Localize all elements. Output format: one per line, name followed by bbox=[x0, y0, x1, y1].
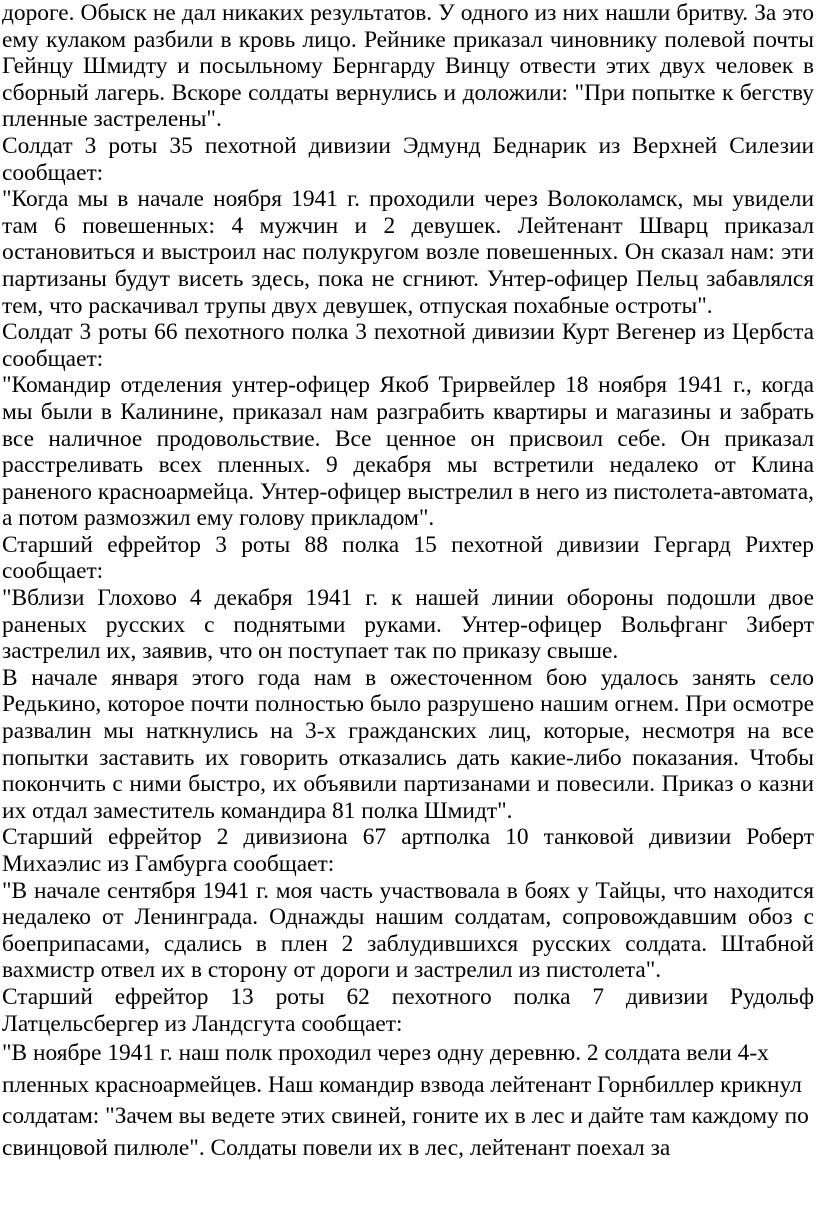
paragraph-11: Старший ефрейтор 13 роты 62 пехотного полка 7 дивизии Рудольф Латцельсбергер из Ландсгута сообщает: bbox=[2, 983, 814, 1037]
paragraph-12: "В ноябре 1941 г. наш полк проходил через одну деревню. 2 солдата вели 4-х пленных красноармейцев. Наш командир взвода лейтенант Горнбиллер крикнул солдатам: "Зачем вы ведете этих свиней, гоните их в лес и дайте там каждому по свинцовой пилюле". Солдаты повели их в лес, лейтенант поехал за bbox=[2, 1040, 809, 1161]
paragraph-4: Солдат 3 роты 66 пехотного полка 3 пехотной дивизии Курт Вегенер из Цербста сообщает: bbox=[2, 319, 814, 372]
paragraph-10: "В начале сентября 1941 г. моя часть участвовала в боях у Тайцы, что находится недалеко от Ленинграда. Однажды нашим солдатам, сопровождавшим обоз с боеприпасами, сдались в плен 2 заблудившихся русских солдата. Штабной вахмистр отвел их в сторону от дороги и застрелил из пистолета". bbox=[2, 877, 814, 984]
paragraph-6: Старший ефрейтор 3 роты 88 полка 15 пехотной дивизии Гергард Рихтер сообщает: bbox=[2, 531, 814, 585]
paragraph-1: дороге. Обыск не дал никаких результатов. У одного из них нашли бритву. За это ему кулаком разбили в кровь лицо. Рейнике приказал чиновнику полевой почты Гейнцу Шмидту и посыльному Бернгарду Винцу отвести этих двух человек в сборный лагерь. Вскоре солдаты вернулись и доложили: "При попытке к бегству пленные застрелены". bbox=[2, 0, 814, 133]
paragraph-3: "Когда мы в начале ноября 1941 г. проходили через Волоколамск, мы увидели там 6 повешенных: 4 мужчин и 2 девушек. Лейтенант Шварц приказал остановиться и выстроил нас полукругом возле повешенных. Он сказал нам: эти партизаны будут висеть здесь, пока не сгниют. Унтер-офицер Пельц забавлялся тем, что раскачивал трупы двух девушек, отпуская похабные остроты". bbox=[2, 186, 814, 319]
paragraph-9: Старший ефрейтор 2 дивизиона 67 артполка 10 танковой дивизии Роберт Михаэлис из Гамбурга сообщает: bbox=[2, 824, 814, 877]
paragraph-7: "Вблизи Глохово 4 декабря 1941 г. к нашей линии обороны подошли двое раненых русских с поднятыми руками. Унтер-офицер Вольфганг Зиберт застрелил их, заявив, что он поступает так по приказу свыше. bbox=[2, 585, 814, 665]
paragraph-8: В начале января этого года нам в ожесточенном бою удалось занять село Редькино, которое почти полностью было разрушено нашим огнем. При осмотре развалин мы наткнулись на 3-х гражданских лиц, которые, несмотря на все попытки заставить их говорить отказались дать какие-либо показания. Чтобы покончить с ними быстро, их объявили партизанами и повесили. Приказ о казни их отдал заместитель командира 81 полка Шмидт". bbox=[2, 664, 814, 824]
paragraph-2: Солдат 3 роты 35 пехотной дивизии Эдмунд Беднарик из Верхней Силезии сообщает: bbox=[2, 132, 814, 186]
paragraph-5: "Командир отделения унтер-офицер Якоб Трирвейлер 18 ноября 1941 г., когда мы были в Калинине, приказал нам разграбить квартиры и магазины и забрать все наличное продовольствие. Все ценное он присвоил себе. Он приказал расстреливать всех пленных. 9 декабря мы встретили недалеко от Клина раненого красноармейца. Унтер-офицер выстрелил в него из пистолета-автомата, а потом размозжил ему голову прикладом". bbox=[2, 372, 814, 532]
